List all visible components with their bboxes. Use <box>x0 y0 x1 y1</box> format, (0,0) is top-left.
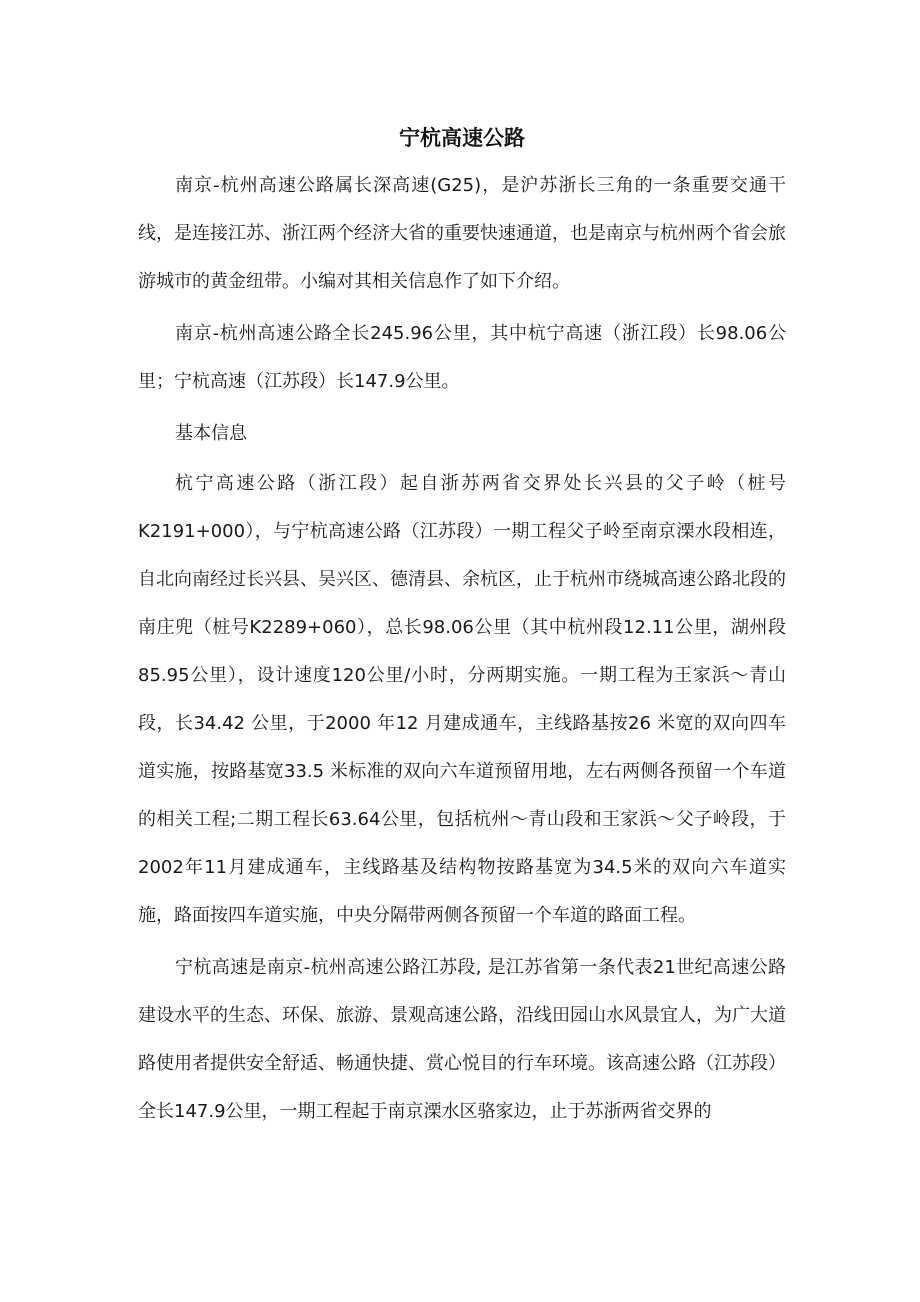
paragraph-length: 南京-杭州高速公路全长245.96公里，其中杭宁高速（浙江段）长98.06公里；宁杭高速（江苏段）长147.9公里。 <box>138 323 786 392</box>
paragraph-jiangsu-section: 宁杭高速是南京-杭州高速公路江苏段, 是江苏省第一条代表21世纪高速公路建设水平的生态、环保、旅游、景观高速公路，沿线田园山水风景宜人，为广大道路使用者提供安全舒适、畅通快捷、赏心悦目的行车环境。该高速公路（江苏段）全长147.9公里，一期工程起于南京溧水区骆家边，止于苏浙两省交界的 <box>138 957 786 1122</box>
section-heading-basic-info: 基本信息 <box>175 423 247 444</box>
paragraph-zhejiang-section: 杭宁高速公路（浙江段）起自浙苏两省交界处长兴县的父子岭（桩号K2191+000），与宁杭高速公路（江苏段）一期工程父子岭至南京溧水段相连，自北向南经过长兴县、吴兴区、德清县、余杭区，止于杭州市绕城高速公路北段的南庄兜（桩号K2289+060），总长98.06公里（其中杭州段12.11公里，湖州段85.95公里），设计速度120公里/小时，分两期实施。一期工程为王家浜～青山段，长34.42 公里，于2000 年12 月建成通车，主线路基按26 米宽的双向四车道实施，按路基宽33.5 米标准的双向六车道预留用地，左右两侧各预留一个车道的相关工程;二期工程长63.64公里，包括杭州～青山段和王家浜～父子岭段，于2002年11月建成通车，主线路基及结构物按路基宽为34.5米的双向六车道实施，路面按四车道实施，中央分隔带两侧各预留一个车道的路面工程。 <box>138 473 786 926</box>
document-title: 宁杭高速公路 <box>399 126 525 150</box>
document-page <box>138 118 786 1140</box>
paragraph-intro: 南京-杭州高速公路属长深高速(G25)，是沪苏浙长三角的一条重要交通干线，是连接江苏、浙江两个经济大省的重要快速通道，也是南京与杭州两个省会旅游城市的黄金纽带。小编对其相关信息作了如下介绍。 <box>138 175 786 292</box>
